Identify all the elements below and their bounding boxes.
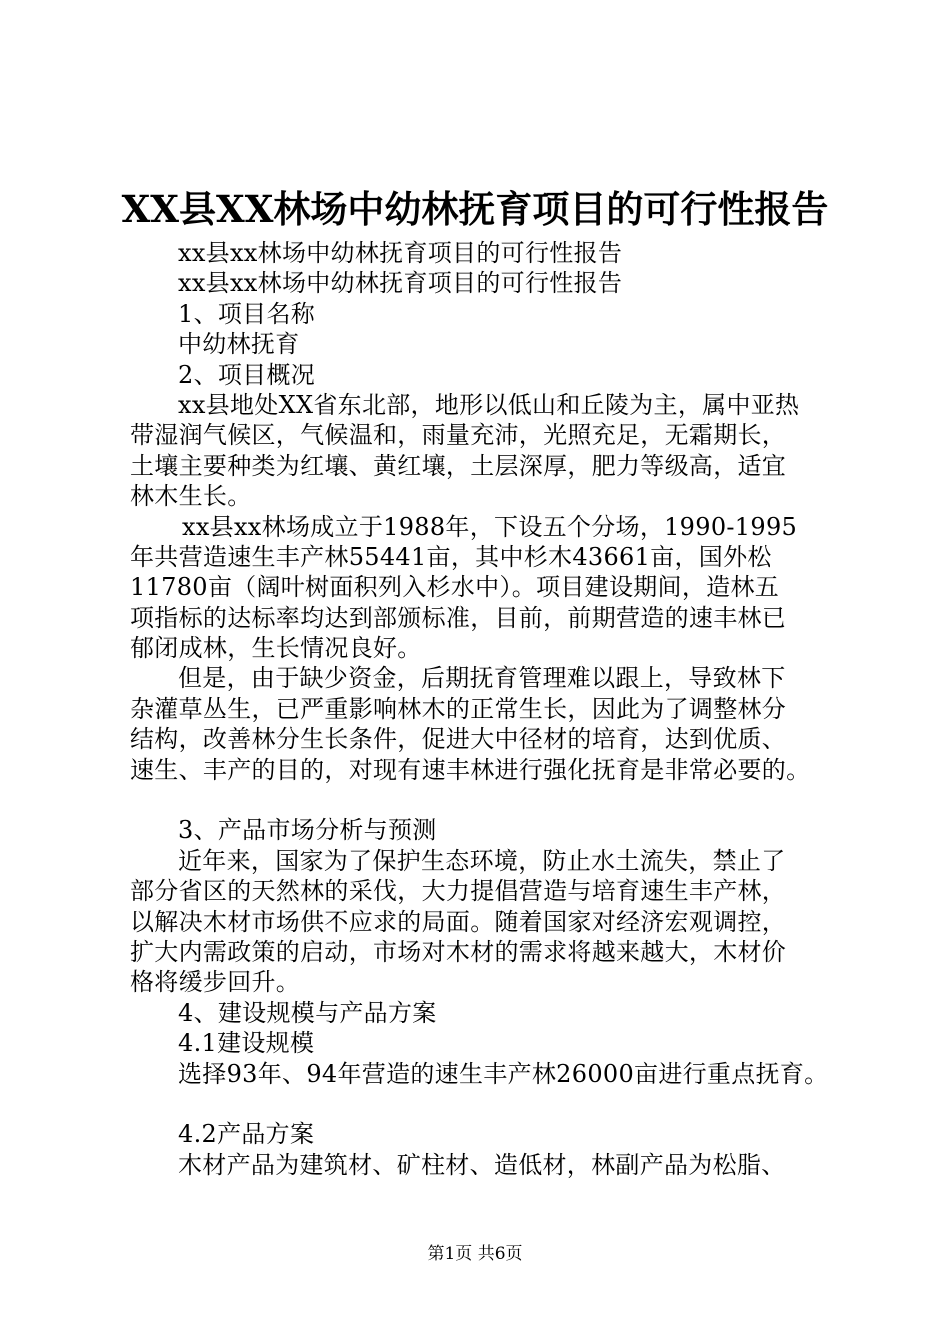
text-line: 扩大内需政策的启动，市场对木材的需求将越来越大，木材价 bbox=[130, 937, 787, 966]
blank-line bbox=[130, 1089, 830, 1119]
blank-line bbox=[130, 785, 830, 815]
text-line: 2、项目概况 bbox=[178, 360, 316, 389]
text-line: 4.1建设规模 bbox=[178, 1029, 315, 1058]
text-line: 土壤主要种类为红壤、黄红壤，土层深厚，肥力等级高，适宜 bbox=[130, 451, 787, 480]
text-line: 3、产品市场分析与预测 bbox=[178, 816, 437, 845]
text-line: xx县xx林场成立于1988年，下设五个分场，1990-1995 bbox=[182, 512, 798, 541]
document-body bbox=[130, 238, 830, 1180]
text-line: 带湿润气候区，气候温和，雨量充沛，光照充足，无霜期长， bbox=[130, 421, 787, 450]
text-line: 部分省区的天然林的采伐，大力提倡营造与培育速生丰产林， bbox=[130, 877, 787, 906]
page-footer: 第1页 共6页 bbox=[427, 1244, 523, 1264]
text-line: xx县xx林场中幼林抚育项目的可行性报告 bbox=[178, 269, 623, 298]
document-title: XX县XX林场中幼林抚育项目的可行性报告 bbox=[121, 187, 829, 231]
text-line: 以解决木材市场供不应求的局面。随着国家对经济宏观调控， bbox=[130, 907, 787, 936]
text-line: 4.2产品方案 bbox=[178, 1120, 315, 1149]
text-line: 格将缓步回升。 bbox=[130, 968, 301, 997]
text-line: 中幼林抚育 bbox=[178, 330, 300, 359]
text-line: 郁闭成林，生长情况良好。 bbox=[130, 634, 422, 663]
text-line: 项指标的达标率均达到部颁标准，目前，前期营造的速丰林已 bbox=[130, 603, 787, 632]
text-line: 木材产品为建筑材、矿柱材、造低材，林副产品为松脂、 bbox=[178, 1150, 786, 1179]
text-line: 但是，由于缺少资金，后期抚育管理难以跟上，导致林下 bbox=[178, 664, 786, 693]
text-line: xx县xx林场中幼林抚育项目的可行性报告 bbox=[178, 239, 623, 267]
text-line: 11780亩（阔叶树面积列入杉水中）。项目建设期间，造林五 bbox=[130, 573, 780, 602]
text-line: 选择93年、94年营造的速生丰产林26000亩进行重点抚育。 bbox=[178, 1059, 829, 1088]
text-line: 速生、丰产的目的，对现有速丰林进行强化抚育是非常必要的。 bbox=[130, 755, 811, 784]
text-line: 杂灌草丛生，已严重影响林木的正常生长，因此为了调整林分 bbox=[130, 694, 787, 723]
text-line: 结构，改善林分生长条件，促进大中径材的培育，达到优质、 bbox=[130, 725, 787, 754]
text-line: 4、建设规模与产品方案 bbox=[178, 998, 437, 1027]
text-line: xx县地处XX省东北部，地形以低山和丘陵为主，属中亚热 bbox=[178, 390, 800, 419]
text-line: 林木生长。 bbox=[130, 482, 252, 511]
text-line: 1、项目名称 bbox=[178, 299, 316, 328]
text-line: 年共营造速生丰产林55441亩，其中杉木43661亩，国外松 bbox=[130, 542, 772, 571]
text-line: 近年来，国家为了保护生态环境，防止水土流失，禁止了 bbox=[178, 846, 786, 875]
